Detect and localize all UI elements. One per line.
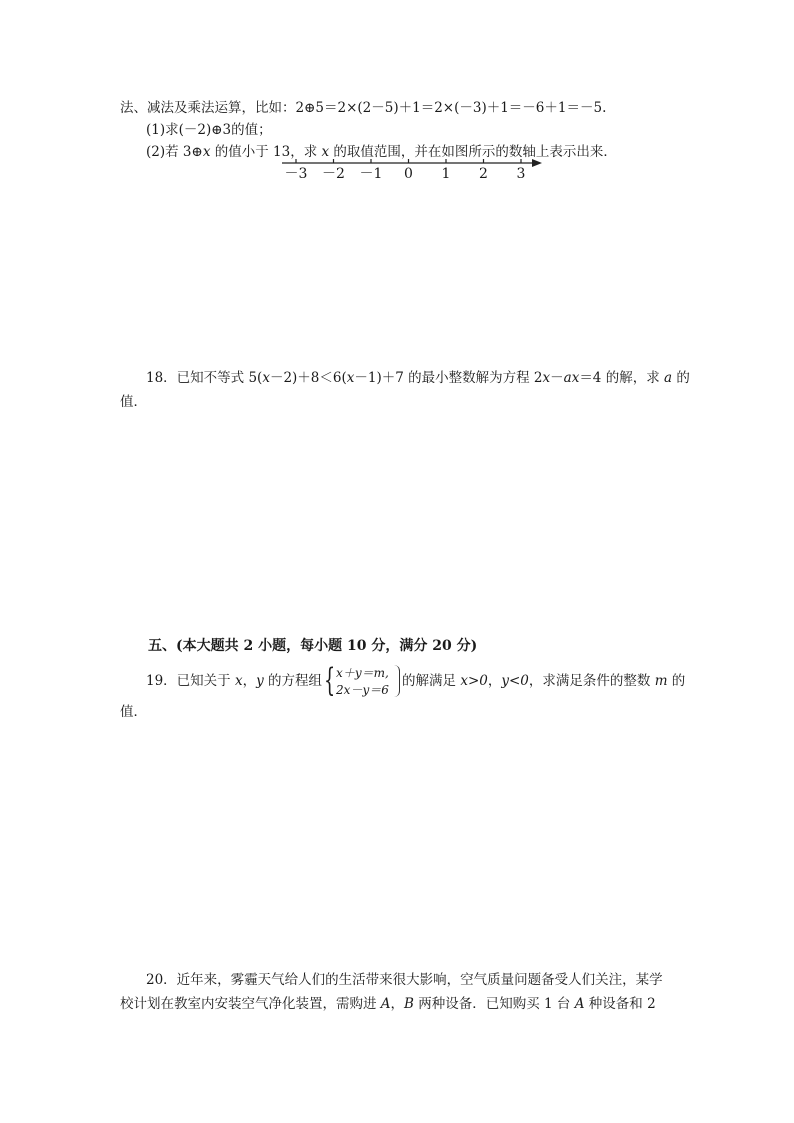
q17-var-x: x	[202, 144, 211, 160]
right-bracket-icon	[394, 665, 400, 697]
q18-line2: 值．	[120, 394, 147, 410]
number-line-label: 1	[441, 166, 451, 182]
number-line-label: 3	[516, 166, 526, 182]
q19-var-x: x	[234, 673, 243, 689]
q19-var-m: m	[654, 673, 668, 689]
section-heading: 五、(本大题共 2 小题，每小题 10 分，满分 20 分)	[148, 638, 478, 654]
q17-part2-text-b: 的值小于 13，求	[210, 144, 322, 160]
q19-text-prefix: 19．已知关于	[146, 673, 235, 689]
q19-line2: 值．	[120, 704, 147, 720]
q20-text-d: 种设备和 2	[584, 996, 656, 1012]
q19-text-mid: 的方程组	[263, 673, 323, 689]
q19-comma: ，	[242, 673, 257, 689]
q18-text-c: －1)＋7 的最小整数解为方程 2	[354, 370, 543, 386]
q20-var-B: B	[404, 996, 414, 1012]
q19-cond-x: x>0	[460, 673, 488, 689]
q18-var-x-2: x	[346, 370, 355, 386]
number-line-label: 2	[479, 166, 488, 182]
q17-part2-text-c: 的取值范围，并在如图所示的数轴上表示出来．	[329, 144, 617, 160]
q18-text-b: －2)＋8＜6(	[269, 370, 347, 386]
q18-text-f: 的	[672, 370, 690, 386]
q18-text-d: －	[550, 370, 564, 386]
q20-line2	[120, 996, 656, 1012]
number-line-label: －3	[284, 166, 308, 182]
equation-2: 2x－y＝6	[336, 682, 389, 697]
q18-line1	[146, 370, 690, 386]
number-line-label: －2	[322, 166, 345, 182]
q17-part1: (1)求(－2)⊕3的值；	[146, 122, 272, 138]
q18-text-e: ＝4 的解，求	[579, 370, 664, 386]
q20-var-A-2: A	[574, 996, 585, 1012]
q19-cond-y: y<0	[501, 673, 529, 689]
q19-var-y: y	[256, 673, 264, 689]
q17-var-x-2: x	[321, 144, 330, 160]
q18-text-a: 18．已知不等式 5(	[146, 370, 263, 386]
q20-text-b: ，	[390, 996, 405, 1012]
q19-comma-2: ，	[487, 673, 502, 689]
number-line	[278, 154, 548, 184]
q19-line1	[146, 660, 686, 699]
q19-text-after: 的解满足	[402, 673, 461, 689]
q18-var-a: a	[663, 370, 673, 386]
q19-text-end-b: 的	[667, 673, 686, 689]
q20-text-c: 两种设备．已知购买 1 台	[413, 996, 575, 1012]
q18-var-ax: ax	[563, 370, 580, 386]
q18-var-x-3: x	[542, 370, 551, 386]
q17-line1: 法、减法及乘法运算，比如：2⊕5＝2×(2－5)＋1＝2×(－3)＋1＝－6＋1＝－5.	[120, 100, 607, 116]
q20-text-a: 校计划在教室内安装空气净化装置，需购进	[120, 996, 381, 1012]
number-line-label: 0	[404, 166, 413, 182]
q17-part2-text-a: (2)若 3⊕	[146, 144, 203, 160]
number-line-label: －1	[359, 166, 383, 182]
q20-var-A: A	[380, 996, 391, 1012]
equation-system	[324, 660, 400, 699]
q18-var-x: x	[262, 370, 270, 386]
number-line-arrow	[532, 159, 542, 167]
q20-line1: 20．近年来，雾霾天气给人们的生活带来很大影响，空气质量问题备受人们关注，某学	[146, 972, 663, 988]
equation-1: x＋y＝m,	[336, 665, 389, 680]
left-brace-icon: {	[324, 660, 336, 699]
q19-text-end-a: ，求满足条件的整数	[528, 673, 655, 689]
